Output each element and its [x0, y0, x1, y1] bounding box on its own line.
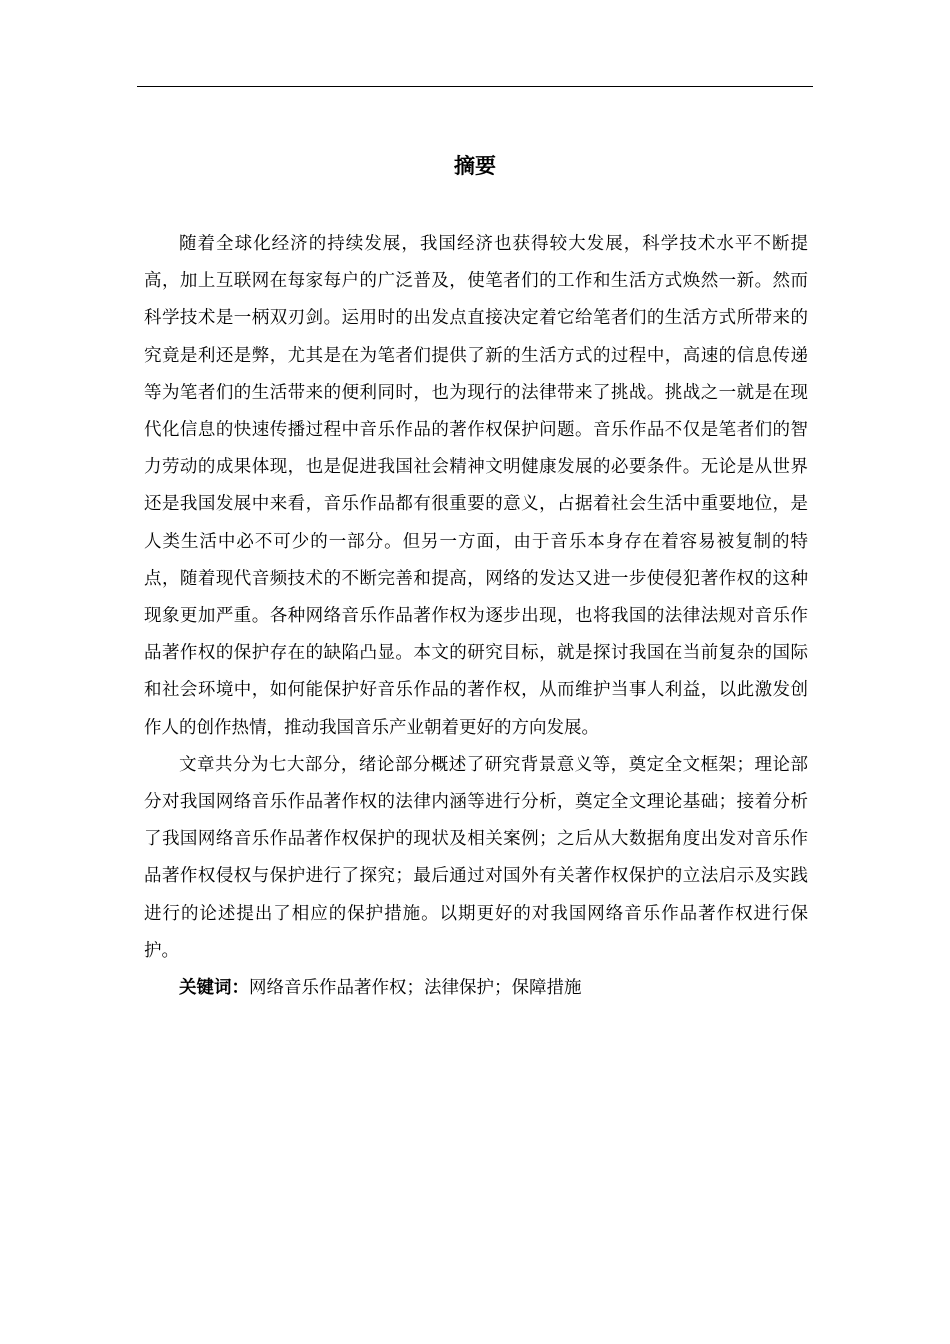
keywords-line [144, 970, 808, 1007]
abstract-paragraph-1: 随着全球化经济的持续发展，我国经济也获得较大发展，科学技术水平不断提高，加上互联网在每家每户的广泛普及，使笔者们的工作和生活方式焕然一新。然而科学技术是一柄双刃剑。运用时的出发点直接决定着它给笔者们的生活方式所带来的究竟是利还是弊，尤其是在为笔者们提供了新的生活方式的过程中，高速的信息传递等为笔者们的生活带来的便利同时，也为现行的法律带来了挑战。挑战之一就是在现代化信息的快速传播过程中音乐作品的著作权保护问题。音乐作品不仅是笔者们的智力劳动的成果体现，也是促进我国社会精神文明健康发展的必要条件。无论是从世界还是我国发展中来看，音乐作品都有很重要的意义，占据着社会生活中重要地位，是人类生活中必不可少的一部分。但另一方面，由于音乐本身存在着容易被复制的特点，随着现代音频技术的不断完善和提高，网络的发达又进一步使侵犯著作权的这种现象更加严重。各种网络音乐作品著作权为逐步出现，也将我国的法律法规对音乐作品著作权的保护存在的缺陷凸显。本文的研究目标，就是探讨我国在当前复杂的国际和社会环境中，如何能保护好音乐作品的著作权，从而维护当事人利益，以此激发创作人的创作热情，推动我国音乐产业朝着更好的方向发展。 [144, 234, 808, 738]
keywords-label: 关键词： [179, 978, 249, 999]
keywords-text: 网络音乐作品著作权；法律保护；保障措施 [249, 978, 582, 999]
page-title: 摘要 [454, 154, 496, 178]
abstract-body [144, 226, 808, 1007]
abstract-paragraph-2: 文章共分为七大部分，绪论部分概述了研究背景意义等，奠定全文框架；理论部分对我国网络音乐作品著作权的法律内涵等进行分析，奠定全文理论基础；接着分析了我国网络音乐作品著作权保护的现状及相关案例；之后从大数据角度出发对音乐作品著作权侵权与保护进行了探究；最后通过对国外有关著作权保护的立法启示及实践进行的论述提出了相应的保护措施。以期更好的对我国网络音乐作品著作权进行保护。 [144, 754, 808, 961]
header-rule [137, 86, 813, 87]
